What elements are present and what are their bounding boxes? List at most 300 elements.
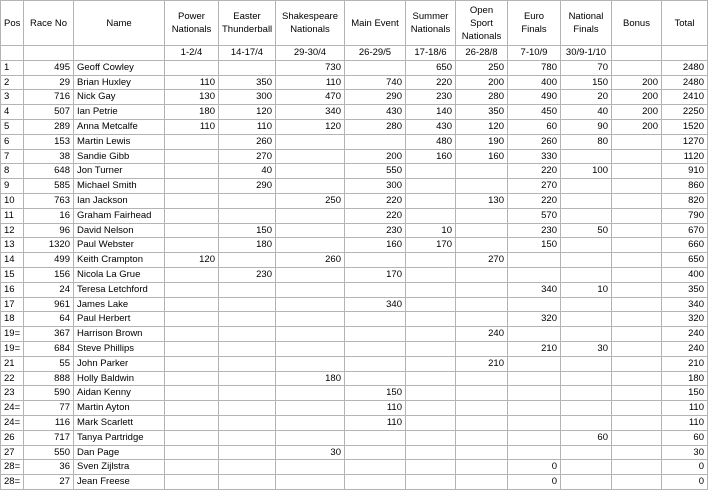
header-event[interactable]: National Finals: [561, 1, 612, 46]
total-cell[interactable]: 2410: [662, 90, 708, 105]
summer-nationals-cell[interactable]: 480: [406, 134, 456, 149]
easter-thunderball-cell[interactable]: [219, 371, 276, 386]
main-event-cell[interactable]: [345, 253, 406, 268]
race-no-cell[interactable]: 507: [24, 105, 74, 120]
total-cell[interactable]: 790: [662, 208, 708, 223]
easter-thunderball-cell[interactable]: 260: [219, 134, 276, 149]
shakespeare-nationals-cell[interactable]: 180: [276, 371, 345, 386]
easter-thunderball-cell[interactable]: [219, 327, 276, 342]
date-cell[interactable]: [612, 46, 662, 61]
race-no-cell[interactable]: 36: [24, 460, 74, 475]
euro-finals-cell[interactable]: 450: [508, 105, 561, 120]
pos-cell[interactable]: 14: [1, 253, 24, 268]
total-cell[interactable]: 1120: [662, 149, 708, 164]
name-cell[interactable]: Jon Turner: [74, 164, 165, 179]
open-sport-nationals-cell[interactable]: [456, 430, 508, 445]
summer-nationals-cell[interactable]: [406, 386, 456, 401]
race-no-cell[interactable]: 153: [24, 134, 74, 149]
header-event[interactable]: Power Nationals: [165, 1, 219, 46]
bonus-cell[interactable]: [612, 193, 662, 208]
summer-nationals-cell[interactable]: 650: [406, 60, 456, 75]
euro-finals-cell[interactable]: [508, 445, 561, 460]
bonus-cell[interactable]: [612, 356, 662, 371]
main-event-cell[interactable]: [345, 60, 406, 75]
open-sport-nationals-cell[interactable]: 130: [456, 193, 508, 208]
bonus-cell[interactable]: [612, 445, 662, 460]
total-cell[interactable]: 350: [662, 282, 708, 297]
national-finals-cell[interactable]: [561, 356, 612, 371]
main-event-cell[interactable]: 340: [345, 297, 406, 312]
open-sport-nationals-cell[interactable]: 350: [456, 105, 508, 120]
main-event-cell[interactable]: 220: [345, 208, 406, 223]
easter-thunderball-cell[interactable]: [219, 60, 276, 75]
open-sport-nationals-cell[interactable]: [456, 223, 508, 238]
bonus-cell[interactable]: [612, 327, 662, 342]
national-finals-cell[interactable]: [561, 267, 612, 282]
open-sport-nationals-cell[interactable]: [456, 460, 508, 475]
bonus-cell[interactable]: [612, 475, 662, 490]
euro-finals-cell[interactable]: [508, 297, 561, 312]
pos-cell[interactable]: 1: [1, 60, 24, 75]
summer-nationals-cell[interactable]: 10: [406, 223, 456, 238]
bonus-cell[interactable]: [612, 297, 662, 312]
bonus-cell[interactable]: 200: [612, 119, 662, 134]
easter-thunderball-cell[interactable]: 290: [219, 179, 276, 194]
race-no-cell[interactable]: 648: [24, 164, 74, 179]
main-event-cell[interactable]: 300: [345, 179, 406, 194]
national-finals-cell[interactable]: 90: [561, 119, 612, 134]
total-cell[interactable]: 1270: [662, 134, 708, 149]
euro-finals-cell[interactable]: 780: [508, 60, 561, 75]
bonus-cell[interactable]: [612, 134, 662, 149]
shakespeare-nationals-cell[interactable]: [276, 341, 345, 356]
race-no-cell[interactable]: 495: [24, 60, 74, 75]
power-nationals-cell[interactable]: [165, 445, 219, 460]
national-finals-cell[interactable]: [561, 297, 612, 312]
power-nationals-cell[interactable]: [165, 297, 219, 312]
euro-finals-cell[interactable]: [508, 415, 561, 430]
open-sport-nationals-cell[interactable]: [456, 164, 508, 179]
name-cell[interactable]: Tanya Partridge: [74, 430, 165, 445]
shakespeare-nationals-cell[interactable]: [276, 238, 345, 253]
summer-nationals-cell[interactable]: [406, 460, 456, 475]
name-cell[interactable]: Ian Jackson: [74, 193, 165, 208]
pos-cell[interactable]: 18: [1, 312, 24, 327]
bonus-cell[interactable]: [612, 267, 662, 282]
summer-nationals-cell[interactable]: [406, 297, 456, 312]
header-event[interactable]: Open Sport Nationals: [456, 1, 508, 46]
power-nationals-cell[interactable]: [165, 430, 219, 445]
national-finals-cell[interactable]: [561, 238, 612, 253]
bonus-cell[interactable]: [612, 60, 662, 75]
shakespeare-nationals-cell[interactable]: [276, 179, 345, 194]
summer-nationals-cell[interactable]: 230: [406, 90, 456, 105]
easter-thunderball-cell[interactable]: [219, 341, 276, 356]
bonus-cell[interactable]: 200: [612, 105, 662, 120]
euro-finals-cell[interactable]: 340: [508, 282, 561, 297]
euro-finals-cell[interactable]: 220: [508, 164, 561, 179]
main-event-cell[interactable]: 220: [345, 193, 406, 208]
easter-thunderball-cell[interactable]: [219, 386, 276, 401]
euro-finals-cell[interactable]: 210: [508, 341, 561, 356]
pos-cell[interactable]: 23: [1, 386, 24, 401]
race-no-cell[interactable]: 550: [24, 445, 74, 460]
pos-cell[interactable]: 15: [1, 267, 24, 282]
national-finals-cell[interactable]: 50: [561, 223, 612, 238]
name-cell[interactable]: Martin Ayton: [74, 401, 165, 416]
pos-cell[interactable]: 3: [1, 90, 24, 105]
race-no-cell[interactable]: 24: [24, 282, 74, 297]
pos-cell[interactable]: 11: [1, 208, 24, 223]
name-cell[interactable]: Teresa Letchford: [74, 282, 165, 297]
main-event-cell[interactable]: 740: [345, 75, 406, 90]
name-cell[interactable]: Sandie Gibb: [74, 149, 165, 164]
national-finals-cell[interactable]: [561, 327, 612, 342]
race-no-cell[interactable]: 367: [24, 327, 74, 342]
shakespeare-nationals-cell[interactable]: [276, 134, 345, 149]
bonus-cell[interactable]: [612, 341, 662, 356]
name-cell[interactable]: Nick Gay: [74, 90, 165, 105]
shakespeare-nationals-cell[interactable]: [276, 356, 345, 371]
race-no-cell[interactable]: 499: [24, 253, 74, 268]
shakespeare-nationals-cell[interactable]: 340: [276, 105, 345, 120]
open-sport-nationals-cell[interactable]: 240: [456, 327, 508, 342]
header-event[interactable]: Summer Nationals: [406, 1, 456, 46]
national-finals-cell[interactable]: [561, 208, 612, 223]
bonus-cell[interactable]: [612, 460, 662, 475]
summer-nationals-cell[interactable]: [406, 312, 456, 327]
pos-cell[interactable]: 4: [1, 105, 24, 120]
national-finals-cell[interactable]: [561, 179, 612, 194]
race-no-cell[interactable]: 38: [24, 149, 74, 164]
national-finals-cell[interactable]: [561, 193, 612, 208]
summer-nationals-cell[interactable]: [406, 282, 456, 297]
date-cell[interactable]: [24, 46, 74, 61]
bonus-cell[interactable]: 200: [612, 75, 662, 90]
easter-thunderball-cell[interactable]: 150: [219, 223, 276, 238]
easter-thunderball-cell[interactable]: 270: [219, 149, 276, 164]
easter-thunderball-cell[interactable]: [219, 460, 276, 475]
euro-finals-cell[interactable]: 230: [508, 223, 561, 238]
race-no-cell[interactable]: 684: [24, 341, 74, 356]
total-cell[interactable]: 210: [662, 356, 708, 371]
name-cell[interactable]: Dan Page: [74, 445, 165, 460]
race-no-cell[interactable]: 16: [24, 208, 74, 223]
euro-finals-cell[interactable]: [508, 430, 561, 445]
power-nationals-cell[interactable]: [165, 134, 219, 149]
summer-nationals-cell[interactable]: [406, 371, 456, 386]
main-event-cell[interactable]: 110: [345, 415, 406, 430]
main-event-cell[interactable]: 160: [345, 238, 406, 253]
national-finals-cell[interactable]: [561, 386, 612, 401]
total-cell[interactable]: 240: [662, 327, 708, 342]
total-cell[interactable]: 320: [662, 312, 708, 327]
name-cell[interactable]: Mark Scarlett: [74, 415, 165, 430]
date-cell[interactable]: 1-2/4: [165, 46, 219, 61]
national-finals-cell[interactable]: 100: [561, 164, 612, 179]
main-event-cell[interactable]: 110: [345, 401, 406, 416]
name-cell[interactable]: John Parker: [74, 356, 165, 371]
shakespeare-nationals-cell[interactable]: [276, 164, 345, 179]
total-cell[interactable]: 1520: [662, 119, 708, 134]
total-cell[interactable]: 2250: [662, 105, 708, 120]
total-cell[interactable]: 660: [662, 238, 708, 253]
euro-finals-cell[interactable]: [508, 371, 561, 386]
total-cell[interactable]: 670: [662, 223, 708, 238]
summer-nationals-cell[interactable]: [406, 164, 456, 179]
open-sport-nationals-cell[interactable]: [456, 386, 508, 401]
power-nationals-cell[interactable]: [165, 208, 219, 223]
main-event-cell[interactable]: [345, 356, 406, 371]
race-no-cell[interactable]: 77: [24, 401, 74, 416]
race-no-cell[interactable]: 116: [24, 415, 74, 430]
power-nationals-cell[interactable]: [165, 475, 219, 490]
date-cell[interactable]: [74, 46, 165, 61]
shakespeare-nationals-cell[interactable]: [276, 267, 345, 282]
name-cell[interactable]: Anna Metcalfe: [74, 119, 165, 134]
date-cell[interactable]: 17-18/6: [406, 46, 456, 61]
pos-cell[interactable]: 2: [1, 75, 24, 90]
total-cell[interactable]: 820: [662, 193, 708, 208]
power-nationals-cell[interactable]: [165, 60, 219, 75]
summer-nationals-cell[interactable]: [406, 401, 456, 416]
euro-finals-cell[interactable]: [508, 401, 561, 416]
power-nationals-cell[interactable]: [165, 149, 219, 164]
easter-thunderball-cell[interactable]: [219, 282, 276, 297]
total-cell[interactable]: 110: [662, 401, 708, 416]
shakespeare-nationals-cell[interactable]: [276, 430, 345, 445]
date-cell[interactable]: 14-17/4: [219, 46, 276, 61]
shakespeare-nationals-cell[interactable]: [276, 312, 345, 327]
national-finals-cell[interactable]: [561, 475, 612, 490]
bonus-cell[interactable]: 200: [612, 90, 662, 105]
power-nationals-cell[interactable]: [165, 371, 219, 386]
easter-thunderball-cell[interactable]: 300: [219, 90, 276, 105]
race-no-cell[interactable]: 961: [24, 297, 74, 312]
bonus-cell[interactable]: [612, 430, 662, 445]
total-cell[interactable]: 340: [662, 297, 708, 312]
power-nationals-cell[interactable]: 180: [165, 105, 219, 120]
bonus-cell[interactable]: [612, 386, 662, 401]
pos-cell[interactable]: 19=: [1, 327, 24, 342]
pos-cell[interactable]: 17: [1, 297, 24, 312]
easter-thunderball-cell[interactable]: [219, 193, 276, 208]
open-sport-nationals-cell[interactable]: [456, 238, 508, 253]
shakespeare-nationals-cell[interactable]: [276, 475, 345, 490]
national-finals-cell[interactable]: 40: [561, 105, 612, 120]
shakespeare-nationals-cell[interactable]: 260: [276, 253, 345, 268]
bonus-cell[interactable]: [612, 371, 662, 386]
bonus-cell[interactable]: [612, 253, 662, 268]
power-nationals-cell[interactable]: [165, 386, 219, 401]
pos-cell[interactable]: 22: [1, 371, 24, 386]
main-event-cell[interactable]: 280: [345, 119, 406, 134]
summer-nationals-cell[interactable]: 140: [406, 105, 456, 120]
pos-cell[interactable]: 24=: [1, 401, 24, 416]
pos-cell[interactable]: 13: [1, 238, 24, 253]
open-sport-nationals-cell[interactable]: [456, 297, 508, 312]
national-finals-cell[interactable]: 70: [561, 60, 612, 75]
easter-thunderball-cell[interactable]: [219, 312, 276, 327]
national-finals-cell[interactable]: 10: [561, 282, 612, 297]
total-cell[interactable]: 30: [662, 445, 708, 460]
name-cell[interactable]: Nicola La Grue: [74, 267, 165, 282]
pos-cell[interactable]: 9: [1, 179, 24, 194]
national-finals-cell[interactable]: 30: [561, 341, 612, 356]
total-cell[interactable]: 240: [662, 341, 708, 356]
open-sport-nationals-cell[interactable]: [456, 401, 508, 416]
shakespeare-nationals-cell[interactable]: [276, 208, 345, 223]
euro-finals-cell[interactable]: 320: [508, 312, 561, 327]
national-finals-cell[interactable]: [561, 149, 612, 164]
name-cell[interactable]: Michael Smith: [74, 179, 165, 194]
open-sport-nationals-cell[interactable]: [456, 445, 508, 460]
pos-cell[interactable]: 5: [1, 119, 24, 134]
easter-thunderball-cell[interactable]: [219, 208, 276, 223]
open-sport-nationals-cell[interactable]: [456, 341, 508, 356]
date-cell[interactable]: 29-30/4: [276, 46, 345, 61]
open-sport-nationals-cell[interactable]: 190: [456, 134, 508, 149]
power-nationals-cell[interactable]: 110: [165, 75, 219, 90]
main-event-cell[interactable]: 550: [345, 164, 406, 179]
open-sport-nationals-cell[interactable]: [456, 208, 508, 223]
pos-cell[interactable]: 19=: [1, 341, 24, 356]
header-bonus[interactable]: Bonus: [612, 1, 662, 46]
national-finals-cell[interactable]: [561, 415, 612, 430]
race-no-cell[interactable]: 590: [24, 386, 74, 401]
easter-thunderball-cell[interactable]: [219, 401, 276, 416]
bonus-cell[interactable]: [612, 312, 662, 327]
power-nationals-cell[interactable]: [165, 193, 219, 208]
pos-cell[interactable]: 28=: [1, 475, 24, 490]
bonus-cell[interactable]: [612, 179, 662, 194]
name-cell[interactable]: Ian Petrie: [74, 105, 165, 120]
open-sport-nationals-cell[interactable]: 250: [456, 60, 508, 75]
header-event[interactable]: Euro Finals: [508, 1, 561, 46]
bonus-cell[interactable]: [612, 401, 662, 416]
shakespeare-nationals-cell[interactable]: [276, 149, 345, 164]
name-cell[interactable]: Graham Fairhead: [74, 208, 165, 223]
easter-thunderball-cell[interactable]: 120: [219, 105, 276, 120]
euro-finals-cell[interactable]: 260: [508, 134, 561, 149]
name-cell[interactable]: Paul Webster: [74, 238, 165, 253]
summer-nationals-cell[interactable]: [406, 327, 456, 342]
pos-cell[interactable]: 8: [1, 164, 24, 179]
open-sport-nationals-cell[interactable]: [456, 282, 508, 297]
main-event-cell[interactable]: [345, 445, 406, 460]
pos-cell[interactable]: 10: [1, 193, 24, 208]
summer-nationals-cell[interactable]: [406, 179, 456, 194]
power-nationals-cell[interactable]: [165, 327, 219, 342]
shakespeare-nationals-cell[interactable]: 470: [276, 90, 345, 105]
name-cell[interactable]: Geoff Cowley: [74, 60, 165, 75]
date-cell[interactable]: 30/9-1/10: [561, 46, 612, 61]
bonus-cell[interactable]: [612, 149, 662, 164]
power-nationals-cell[interactable]: [165, 282, 219, 297]
euro-finals-cell[interactable]: 0: [508, 460, 561, 475]
power-nationals-cell[interactable]: [165, 341, 219, 356]
header-name[interactable]: Name: [74, 1, 165, 46]
open-sport-nationals-cell[interactable]: [456, 267, 508, 282]
shakespeare-nationals-cell[interactable]: 30: [276, 445, 345, 460]
power-nationals-cell[interactable]: [165, 179, 219, 194]
summer-nationals-cell[interactable]: [406, 341, 456, 356]
main-event-cell[interactable]: 230: [345, 223, 406, 238]
main-event-cell[interactable]: [345, 282, 406, 297]
national-finals-cell[interactable]: [561, 371, 612, 386]
euro-finals-cell[interactable]: [508, 356, 561, 371]
easter-thunderball-cell[interactable]: [219, 430, 276, 445]
power-nationals-cell[interactable]: [165, 415, 219, 430]
shakespeare-nationals-cell[interactable]: 250: [276, 193, 345, 208]
easter-thunderball-cell[interactable]: 180: [219, 238, 276, 253]
shakespeare-nationals-cell[interactable]: [276, 401, 345, 416]
shakespeare-nationals-cell[interactable]: 730: [276, 60, 345, 75]
shakespeare-nationals-cell[interactable]: [276, 460, 345, 475]
total-cell[interactable]: 0: [662, 475, 708, 490]
open-sport-nationals-cell[interactable]: [456, 475, 508, 490]
shakespeare-nationals-cell[interactable]: 120: [276, 119, 345, 134]
euro-finals-cell[interactable]: 0: [508, 475, 561, 490]
main-event-cell[interactable]: [345, 134, 406, 149]
total-cell[interactable]: 400: [662, 267, 708, 282]
name-cell[interactable]: Martin Lewis: [74, 134, 165, 149]
power-nationals-cell[interactable]: [165, 356, 219, 371]
main-event-cell[interactable]: 200: [345, 149, 406, 164]
national-finals-cell[interactable]: [561, 445, 612, 460]
summer-nationals-cell[interactable]: [406, 253, 456, 268]
national-finals-cell[interactable]: 150: [561, 75, 612, 90]
date-cell[interactable]: 7-10/9: [508, 46, 561, 61]
bonus-cell[interactable]: [612, 223, 662, 238]
name-cell[interactable]: Brian Huxley: [74, 75, 165, 90]
open-sport-nationals-cell[interactable]: 210: [456, 356, 508, 371]
national-finals-cell[interactable]: [561, 401, 612, 416]
national-finals-cell[interactable]: [561, 253, 612, 268]
easter-thunderball-cell[interactable]: 350: [219, 75, 276, 90]
summer-nationals-cell[interactable]: [406, 208, 456, 223]
easter-thunderball-cell[interactable]: 110: [219, 119, 276, 134]
open-sport-nationals-cell[interactable]: 120: [456, 119, 508, 134]
header-total[interactable]: Total: [662, 1, 708, 46]
bonus-cell[interactable]: [612, 164, 662, 179]
main-event-cell[interactable]: [345, 475, 406, 490]
easter-thunderball-cell[interactable]: [219, 415, 276, 430]
bonus-cell[interactable]: [612, 208, 662, 223]
pos-cell[interactable]: 28=: [1, 460, 24, 475]
main-event-cell[interactable]: [345, 371, 406, 386]
euro-finals-cell[interactable]: 150: [508, 238, 561, 253]
pos-cell[interactable]: 16: [1, 282, 24, 297]
shakespeare-nationals-cell[interactable]: [276, 327, 345, 342]
open-sport-nationals-cell[interactable]: 280: [456, 90, 508, 105]
main-event-cell[interactable]: [345, 312, 406, 327]
power-nationals-cell[interactable]: [165, 401, 219, 416]
total-cell[interactable]: 860: [662, 179, 708, 194]
name-cell[interactable]: Harrison Brown: [74, 327, 165, 342]
date-cell[interactable]: 26-28/8: [456, 46, 508, 61]
open-sport-nationals-cell[interactable]: 270: [456, 253, 508, 268]
summer-nationals-cell[interactable]: [406, 267, 456, 282]
main-event-cell[interactable]: 290: [345, 90, 406, 105]
header-event[interactable]: Easter Thunderball: [219, 1, 276, 46]
name-cell[interactable]: Sven Zijlstra: [74, 460, 165, 475]
shakespeare-nationals-cell[interactable]: [276, 415, 345, 430]
open-sport-nationals-cell[interactable]: 160: [456, 149, 508, 164]
easter-thunderball-cell[interactable]: [219, 445, 276, 460]
date-cell[interactable]: [662, 46, 708, 61]
name-cell[interactable]: Paul Herbert: [74, 312, 165, 327]
